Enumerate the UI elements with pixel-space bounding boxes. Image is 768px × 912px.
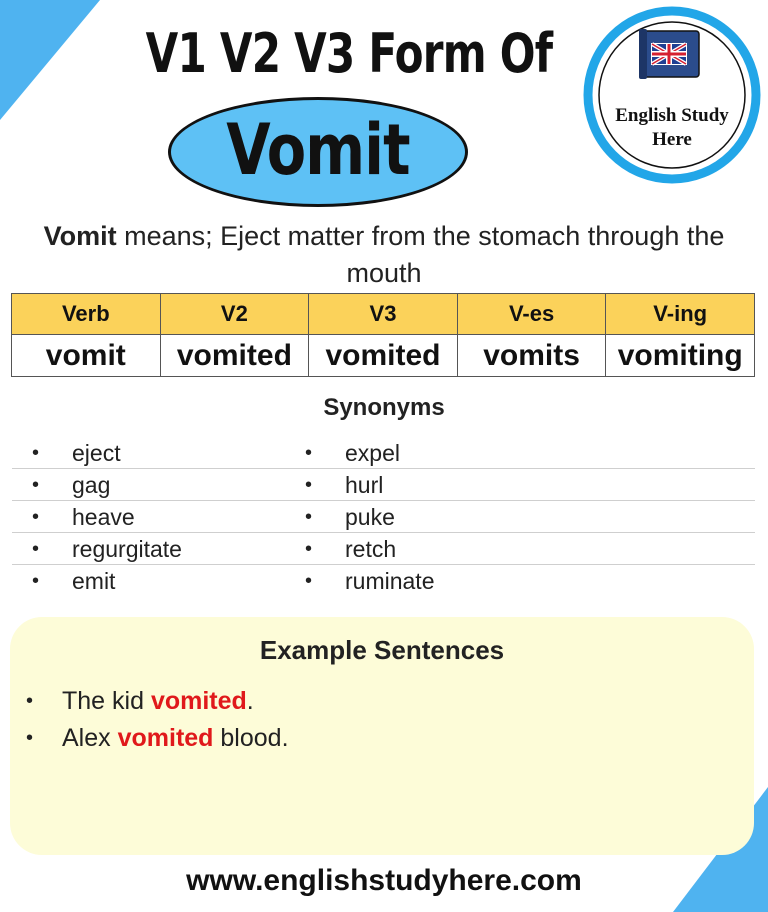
synonym-row: • eject • expel bbox=[12, 437, 755, 469]
synonym-row: • regurgitate • retch bbox=[12, 533, 755, 565]
website-url: www.englishstudyhere.com bbox=[186, 864, 582, 897]
bullet-icon: • bbox=[305, 474, 313, 496]
bullet-icon: • bbox=[26, 690, 34, 712]
bullet-icon: • bbox=[305, 506, 313, 528]
bullet-icon: • bbox=[305, 442, 313, 464]
table-header-row bbox=[12, 294, 755, 335]
bullet-icon: • bbox=[32, 442, 40, 464]
synonym-row: • emit • ruminate bbox=[12, 565, 755, 597]
top-left-corner-decoration bbox=[0, 0, 100, 120]
header-v3: V3 bbox=[309, 294, 458, 335]
synonym-row: • heave • puke bbox=[12, 501, 755, 533]
meaning-text bbox=[10, 218, 758, 292]
bullet-icon: • bbox=[26, 727, 34, 749]
header-verb: Verb bbox=[12, 294, 161, 335]
table-row bbox=[12, 335, 755, 377]
cell-v-ing: vomiting bbox=[606, 335, 755, 377]
bullet-icon: • bbox=[305, 570, 313, 592]
logo-text-line2: Here bbox=[652, 129, 692, 150]
meaning-definition: means; Eject matter from the stomach through the mouth bbox=[116, 221, 725, 288]
highlighted-verb: vomited bbox=[117, 724, 214, 752]
examples-heading: Example Sentences bbox=[259, 635, 505, 665]
bullet-icon: • bbox=[32, 538, 40, 560]
site-logo bbox=[583, 6, 761, 184]
page-title: V1 V2 V3 Form Of bbox=[145, 22, 553, 85]
verb-forms-table bbox=[11, 293, 755, 377]
bullet-icon: • bbox=[32, 506, 40, 528]
header-v-ing: V-ing bbox=[606, 294, 755, 335]
cell-v3: vomited bbox=[309, 335, 458, 377]
meaning-word: Vomit bbox=[43, 221, 117, 251]
book-with-uk-flag-icon bbox=[639, 29, 699, 79]
bullet-icon: • bbox=[32, 474, 40, 496]
logo-text-line1: English Study bbox=[615, 105, 729, 126]
header-v2: V2 bbox=[160, 294, 309, 335]
cell-verb: vomit bbox=[12, 335, 161, 377]
highlighted-verb: vomited bbox=[150, 687, 247, 715]
example-sentences-panel: Example Sentences • The kid vomited. • Alex vomited blood. bbox=[10, 617, 754, 855]
cell-v-es: vomits bbox=[457, 335, 606, 377]
synonym-row: • gag • hurl bbox=[12, 469, 755, 501]
synonyms-heading: Synonyms bbox=[323, 394, 445, 421]
header-v-es: V-es bbox=[457, 294, 606, 335]
bullet-icon: • bbox=[305, 538, 313, 560]
cell-v2: vomited bbox=[160, 335, 309, 377]
bullet-icon: • bbox=[32, 570, 40, 592]
verb-heading: Vomit bbox=[226, 109, 410, 191]
